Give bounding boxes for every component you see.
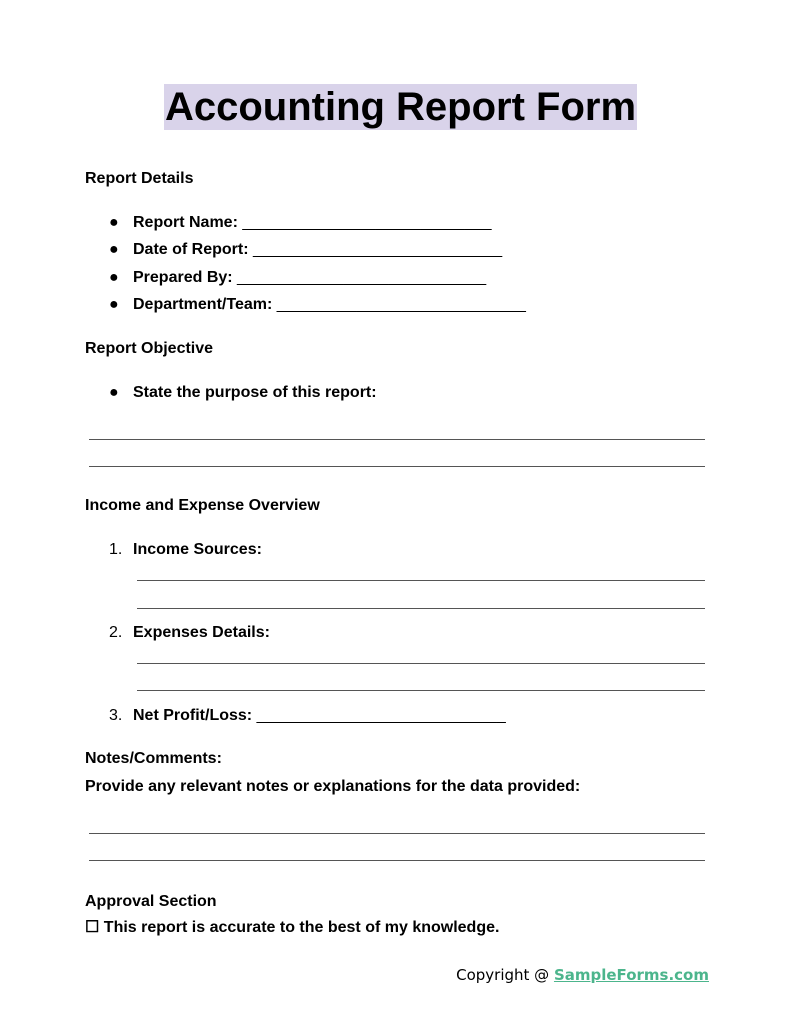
field-label: Report Name: <box>133 214 238 231</box>
expenses-answer-line-2[interactable] <box>137 690 705 691</box>
income-answer-line-1[interactable] <box>137 580 705 581</box>
bullet-icon: ● <box>109 296 119 313</box>
bullet-icon: ● <box>109 384 119 401</box>
field-label: Date of Report: <box>133 241 249 258</box>
list-number: 2. <box>109 624 123 641</box>
net-profit-loss-item <box>109 706 506 726</box>
bullet-icon: ● <box>109 214 119 231</box>
income-answer-line-2[interactable] <box>137 608 705 609</box>
section-heading-approval: Approval Section <box>85 893 217 910</box>
expenses-answer-line-1[interactable] <box>137 663 705 664</box>
copyright-text: Copyright @ <box>456 966 554 984</box>
notes-answer-line-2[interactable] <box>89 860 705 861</box>
sampleforms-link[interactable]: SampleForms.com <box>553 966 709 984</box>
fill-in-blank[interactable]: ____________________________ <box>232 269 487 286</box>
notes-prompt: Provide any relevant notes or explanations for the data provided: <box>85 778 581 795</box>
objective-answer-line-1[interactable] <box>89 439 705 440</box>
section-heading-notes: Notes/Comments: <box>85 750 222 767</box>
field-prepared-by <box>109 268 486 288</box>
field-label: Department/Team: <box>133 296 273 313</box>
prompt-label: State the purpose of this report: <box>133 384 377 401</box>
objective-prompt <box>109 383 377 403</box>
item-label: Expenses Details: <box>133 624 270 641</box>
bullet-icon: ● <box>109 269 119 286</box>
list-number: 1. <box>109 541 123 558</box>
fill-in-blank[interactable]: ____________________________ <box>237 214 492 231</box>
fill-in-blank[interactable]: ____________________________ <box>248 241 503 258</box>
list-number: 3. <box>109 707 123 724</box>
page-title: Accounting Report Form <box>164 85 637 129</box>
fill-in-blank[interactable]: ____________________________ <box>252 707 506 724</box>
notes-answer-line-1[interactable] <box>89 833 705 834</box>
field-label: Prepared By: <box>133 269 233 286</box>
field-report-name <box>109 213 492 233</box>
fill-in-blank[interactable]: ____________________________ <box>272 296 526 313</box>
field-department-team <box>109 295 526 315</box>
expenses-details-item <box>109 623 270 643</box>
approval-checkbox-row <box>85 918 499 938</box>
section-heading-income-expense: Income and Expense Overview <box>85 497 320 514</box>
checkbox-icon[interactable]: ☐ <box>85 919 100 936</box>
section-heading-report-details: Report Details <box>85 170 194 187</box>
field-date-of-report <box>109 240 502 260</box>
objective-answer-line-2[interactable] <box>89 466 705 467</box>
income-sources-item <box>109 540 262 560</box>
section-heading-report-objective: Report Objective <box>85 340 214 357</box>
item-label: Net Profit/Loss: <box>133 707 253 724</box>
checkbox-label: This report is accurate to the best of my knowledge. <box>103 919 500 936</box>
copyright-footer <box>456 965 709 985</box>
item-label: Income Sources: <box>133 541 262 558</box>
bullet-icon: ● <box>109 241 119 258</box>
